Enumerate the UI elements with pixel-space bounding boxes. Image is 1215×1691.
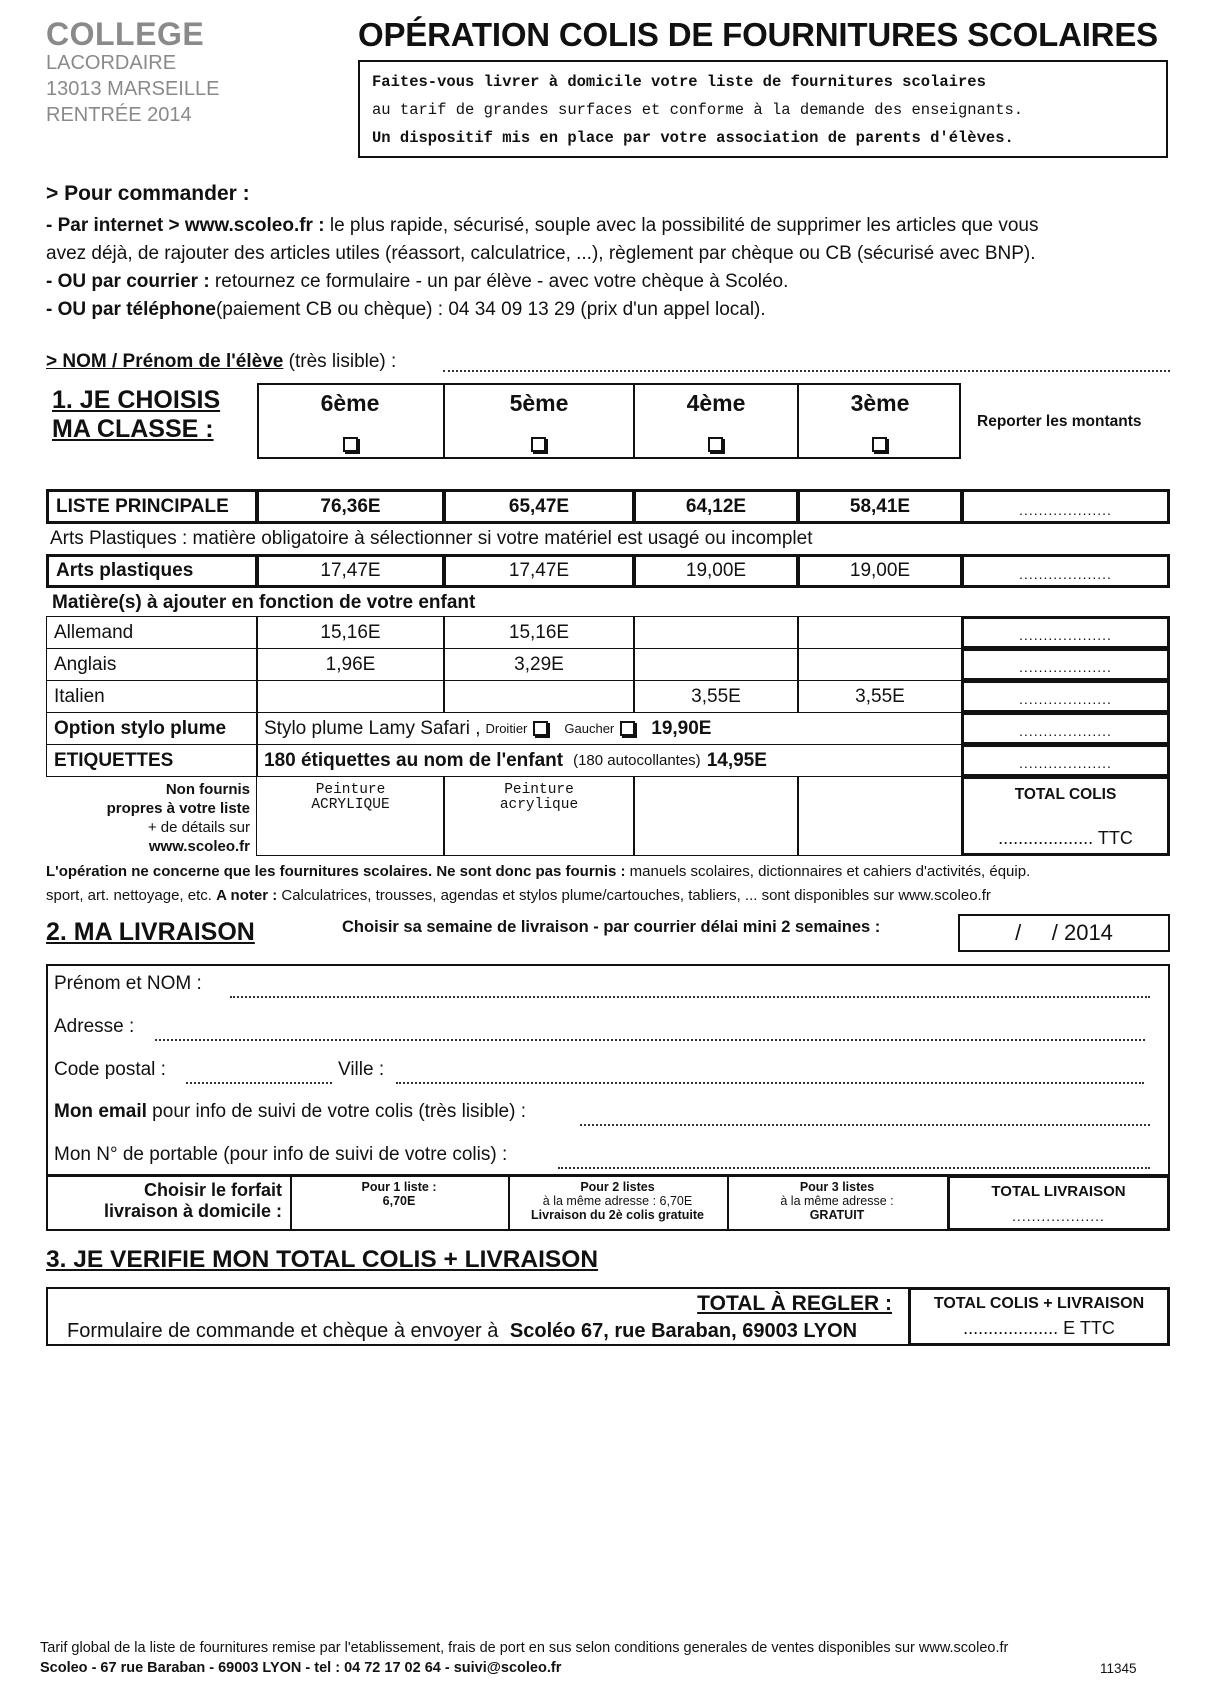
college-name: COLLEGE: [46, 16, 205, 52]
amount-field[interactable]: ...................: [961, 554, 1170, 588]
peinture-line: Peinture: [504, 782, 574, 798]
total-label: TOTAL À REGLER :: [697, 1292, 892, 1315]
intro-line: au tarif de grandes surfaces et conforme à la demande des enseignants.: [372, 101, 1024, 119]
notice-bold: L'opération ne concerne que les fournitures scolaires. Ne sont donc pas fournis :: [46, 863, 626, 880]
price-cell: [633, 648, 799, 681]
forfait-line: Choisir le forfait: [143, 1180, 282, 1200]
total-livraison-label: TOTAL LIVRAISON: [991, 1183, 1126, 1200]
notice-text: manuels scolaires, dictionnaires et cahiers d'activités, équip.: [625, 863, 1031, 880]
price-cell: 65,47E: [443, 489, 635, 524]
forfait-line: livraison à domicile :: [103, 1201, 282, 1221]
price-cell: 76,36E: [256, 489, 445, 524]
email-text: pour info de suivi de votre colis (très lisible) :: [146, 1101, 527, 1122]
ville-label: Ville :: [338, 1059, 385, 1080]
order-mail: [46, 268, 788, 296]
grand-total-label: TOTAL COLIS + LIVRAISON: [933, 1295, 1145, 1312]
row-anglais-label: Anglais: [46, 648, 258, 681]
intro-line: Faites-vous livrer à domicile votre liste de fournitures scolaires: [372, 73, 986, 91]
forfait-option-2[interactable]: [508, 1180, 727, 1222]
cp-label: Code postal :: [54, 1059, 166, 1080]
stylo-option: [256, 712, 963, 745]
price-cell: 1,96E: [256, 648, 445, 681]
peinture-2: [443, 783, 635, 813]
student-label: > NOM / Prénom de l'élève: [46, 351, 284, 372]
row-allemand-label: Allemand: [46, 616, 258, 649]
matieres-heading: Matière(s) à ajouter en fonction de votre enfant: [52, 592, 476, 613]
section3-title: 3. JE VERIFIE MON TOTAL COLIS + LIVRAISON: [46, 1246, 599, 1273]
amount-field[interactable]: ...................: [961, 616, 1170, 649]
price-cell: 17,47E: [256, 554, 445, 588]
amount-field[interactable]: ...................: [961, 489, 1170, 524]
internet-text: le plus rapide, sécurisé, souple avec la possibilité de supprimer les articles que vous: [324, 215, 1039, 236]
forfait-option-1[interactable]: [290, 1180, 508, 1208]
forfait-label: [52, 1180, 282, 1222]
portable-field[interactable]: [558, 1167, 1150, 1169]
price-cell: 15,16E: [256, 616, 445, 649]
intro-line: Un dispositif mis en place par votre association de parents d'élèves.: [372, 129, 1014, 147]
order-internet-2: avez déjà, de rajouter des articles utiles (réassort, calculatrice, ...), règlement par chèque ou CB (sécurisé avec BNP).: [46, 243, 1036, 264]
etiquettes-price: 14,95E: [706, 749, 767, 771]
order-phone: [46, 296, 766, 324]
send-text: [67, 1320, 857, 1343]
class-5: 5ème: [509, 390, 569, 416]
email-field[interactable]: [580, 1124, 1150, 1126]
prenom-label: Prénom et NOM :: [54, 973, 202, 994]
forfait-option-line: à la même adresse : 6,70E: [542, 1194, 693, 1208]
mail-label: - OU par courrier :: [46, 271, 210, 292]
order-internet: [46, 212, 1038, 240]
arts-note: Arts Plastiques : matière obligatoire à sélectionner si votre matériel est usagé ou incomplet: [50, 528, 813, 549]
section1-title-2: MA CLASSE :: [52, 415, 214, 443]
price-cell: 3,55E: [797, 680, 963, 713]
student-name-field[interactable]: [443, 370, 1170, 372]
price-cell: 15,16E: [443, 616, 635, 649]
price-cell: 3,55E: [633, 680, 799, 713]
gaucher-checkbox[interactable]: [620, 721, 635, 736]
adresse-field[interactable]: [155, 1039, 1145, 1041]
forfait-option-line: à la même adresse :: [780, 1194, 894, 1208]
row-italien-label: Italien: [46, 680, 258, 713]
order-heading: > Pour commander :: [46, 182, 250, 205]
forfait-option-3[interactable]: [727, 1180, 947, 1222]
footer-line-2: Scoleo - 67 rue Baraban - 69003 LYON - tel : 04 72 17 02 64 - suivi@scoleo.fr: [40, 1660, 562, 1676]
non-fournis-line: + de détails sur: [147, 819, 250, 836]
class-6-checkbox[interactable]: [343, 437, 358, 452]
price-cell: 19,00E: [633, 554, 799, 588]
send-text-part: Formulaire de commande et chèque à envoyer à: [67, 1320, 504, 1342]
delivery-week-field[interactable]: / / 2014: [958, 914, 1170, 952]
prenom-field[interactable]: [230, 996, 1150, 998]
row-stylo-label: Option stylo plume: [46, 712, 258, 745]
peinture-line: Peinture: [315, 782, 386, 798]
etiquettes-text: 180 étiquettes au nom de l'enfant: [264, 749, 564, 771]
etiquettes-small: (180 autocollantes): [573, 752, 701, 769]
send-address: Scoléo 67, rue Baraban, 69003 LYON: [509, 1320, 858, 1342]
college-line: RENTRÉE 2014: [46, 104, 192, 126]
non-fournis-line: propres à votre liste: [106, 800, 250, 817]
price-cell: 58,41E: [797, 489, 963, 524]
row-arts-label: Arts plastiques: [46, 554, 258, 588]
forfait-option-line: Livraison du 2è colis gratuite: [531, 1208, 704, 1222]
price-cell: [797, 648, 963, 681]
gaucher-label: Gaucher: [564, 721, 615, 736]
notice: [46, 860, 1030, 908]
amount-field[interactable]: ...................: [961, 744, 1170, 777]
peinture-line: ACRYLIQUE: [311, 797, 390, 813]
ville-field[interactable]: [396, 1082, 1144, 1084]
price-cell: [633, 616, 799, 649]
non-fournis-line: www.scoleo.fr: [148, 838, 250, 855]
row-liste-principale-label: LISTE PRINCIPALE: [46, 489, 258, 524]
footer-line-1: Tarif global de la liste de fournitures remise par l'etablissement, frais de port en sus selon conditions generales de ventes disponibles sur www.scoleo.fr: [40, 1640, 1009, 1656]
college-line: 13013 MARSEILLE: [46, 78, 220, 100]
phone-label: - OU par téléphone: [46, 299, 216, 320]
amount-field[interactable]: ...................: [961, 680, 1170, 713]
price-cell: [443, 680, 635, 713]
grand-total-value: ................... E TTC: [963, 1318, 1115, 1338]
amount-field[interactable]: ...................: [961, 648, 1170, 681]
droitier-label: Droitier: [485, 721, 528, 736]
price-cell: [256, 680, 445, 713]
mail-text: retournez ce formulaire - un par élève - avec votre chèque à Scoléo.: [209, 271, 789, 292]
section1-title: 1. JE CHOISIS: [52, 386, 221, 414]
document-title: OPÉRATION COLIS DE FOURNITURES SCOLAIRES: [358, 16, 1158, 53]
price-cell: 64,12E: [633, 489, 799, 524]
price-cell: 17,47E: [443, 554, 635, 588]
peinture-line: acrylique: [499, 797, 579, 813]
total-livraison-value: ...................: [1012, 1208, 1105, 1224]
forfait-option-line: Pour 3 listes: [799, 1180, 875, 1194]
report-amounts: Reporter les montants: [977, 413, 1142, 430]
adresse-label: Adresse :: [54, 1016, 135, 1037]
section2-title: 2. MA LIVRAISON: [46, 918, 255, 946]
amount-field[interactable]: ...................: [961, 712, 1170, 745]
non-fournis-line: Non fournis: [165, 781, 250, 798]
forfait-option-line: Pour 1 liste :: [361, 1180, 437, 1194]
total-colis-ttc: ................... TTC: [998, 828, 1133, 848]
price-cell: [797, 616, 963, 649]
notice-text: Calculatrices, trousses, agendas et stylos plume/cartouches, tabliers, ... sont disponibles sur www.scoleo.fr: [277, 887, 991, 904]
portable-label: Mon N° de portable (pour info de suivi de votre colis) :: [54, 1144, 508, 1165]
peinture-1: [256, 783, 445, 813]
class-5-checkbox[interactable]: [531, 437, 546, 452]
week-label: Choisir sa semaine de livraison - par courrier délai mini 2 semaines :: [342, 918, 881, 936]
price-cell: 3,29E: [443, 648, 635, 681]
intro-box: [358, 60, 1168, 158]
notice-bold: A noter :: [216, 887, 278, 904]
droitier-checkbox[interactable]: [533, 721, 548, 736]
student-hint: (très lisible) :: [283, 351, 397, 372]
class-4: 4ème: [686, 390, 746, 416]
college-line: LACORDAIRE: [46, 52, 177, 74]
etiquettes-option: [256, 744, 963, 777]
student-name-label: [46, 348, 396, 376]
stylo-text: Stylo plume Lamy Safari ,: [264, 717, 481, 739]
non-fournis: [46, 780, 250, 856]
internet-label: - Par internet > www.scoleo.fr :: [46, 215, 325, 236]
notice-text: sport, art. nettoyage, etc.: [46, 887, 217, 904]
stylo-price: 19,90E: [651, 717, 712, 739]
forfait-option-line: GRATUIT: [809, 1208, 865, 1222]
footer-code: 11345: [1100, 1661, 1137, 1676]
email-bold: Mon email: [54, 1101, 147, 1122]
class-3: 3ème: [850, 390, 910, 416]
phone-text: (paiement CB ou chèque) : 04 34 09 13 29 (prix d'un appel local).: [215, 299, 766, 320]
class-6: 6ème: [320, 390, 380, 416]
forfait-option-line: Pour 2 listes: [580, 1180, 655, 1194]
cp-field[interactable]: [186, 1082, 332, 1084]
class-4-checkbox[interactable]: [708, 437, 723, 452]
total-colis-label: TOTAL COLIS: [1014, 786, 1117, 803]
price-cell: 19,00E: [797, 554, 963, 588]
email-label: [54, 1098, 526, 1126]
forfait-option-line: 6,70E: [382, 1194, 416, 1208]
row-etiquettes-label: ETIQUETTES: [46, 744, 258, 777]
class-3-checkbox[interactable]: [872, 437, 887, 452]
